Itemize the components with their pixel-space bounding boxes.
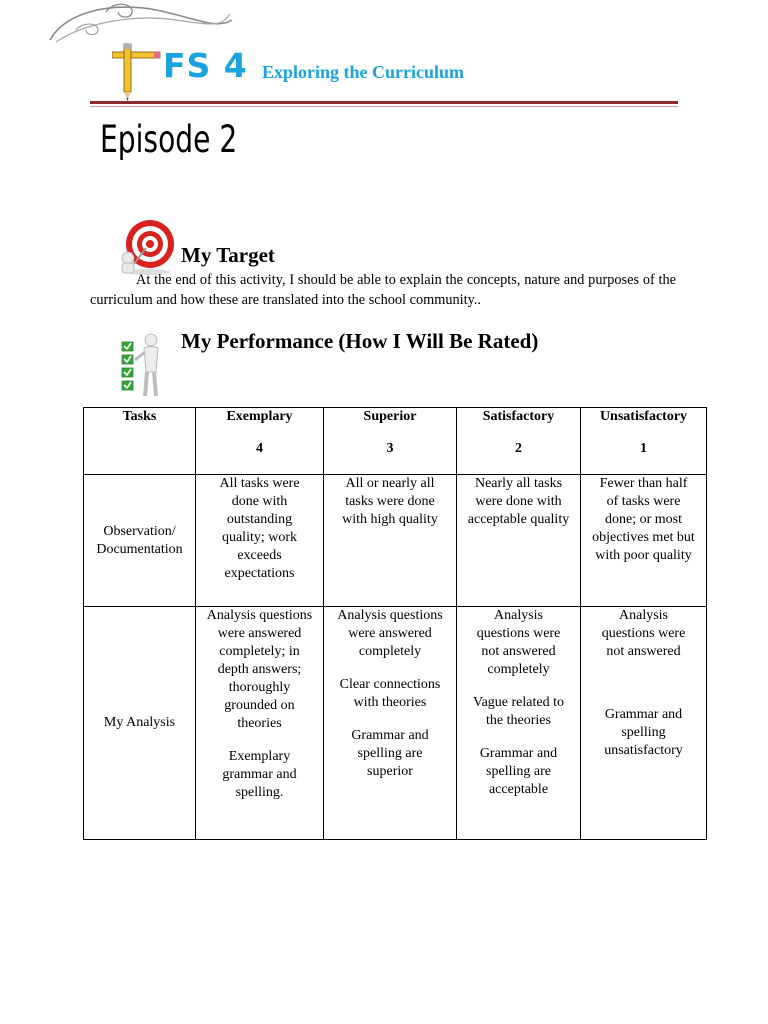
descriptor-line: completely; in: [219, 644, 300, 659]
descriptor-line: with high quality: [342, 512, 438, 527]
rubric-descriptor-cell: [581, 475, 707, 607]
rubric-header-cell: [324, 408, 457, 475]
descriptor-line: Analysis: [494, 608, 543, 623]
rubric-descriptor-cell: [324, 475, 457, 607]
descriptor-line: with theories: [353, 695, 427, 710]
descriptor-line: spelling are: [486, 764, 551, 779]
rubric-descriptor-cell: [457, 607, 581, 840]
descriptor-line: not answered: [481, 644, 556, 659]
rubric-column-label: Satisfactory: [482, 409, 555, 424]
descriptor-line: exceeds: [237, 548, 282, 563]
rubric-table: [83, 407, 707, 840]
descriptor-line: Analysis questions: [337, 608, 443, 623]
rubric-column-label: Tasks: [122, 409, 157, 424]
descriptor-line: thoroughly: [228, 680, 291, 695]
rubric-descriptor-cell: [196, 475, 324, 607]
paragraph-gap: [461, 730, 576, 745]
my-performance-heading: My Performance (How I Will Be Rated): [181, 329, 539, 353]
rubric-header-cell: [196, 408, 324, 475]
descriptor-line: outstanding: [226, 512, 293, 527]
rubric-descriptor-cell: [457, 475, 581, 607]
descriptor-line: Grammar and: [479, 746, 558, 761]
descriptor-line: objectives met but: [592, 530, 695, 545]
descriptor-line: done; or most: [605, 512, 682, 527]
descriptor-line: Clear connections: [339, 677, 441, 692]
descriptor-line: spelling are: [357, 746, 423, 761]
descriptor-line: spelling.: [235, 785, 284, 800]
rubric-descriptor-cell: [581, 607, 707, 840]
descriptor-line: with poor quality: [595, 548, 692, 563]
pencil-cross-icon: [112, 40, 162, 102]
rubric-column-label: Unsatisfactory: [599, 409, 688, 424]
descriptor-line: acceptable: [488, 782, 549, 797]
descriptor-line: done with: [231, 494, 288, 509]
descriptor-line: Analysis: [619, 608, 668, 623]
descriptor-line: of tasks were: [606, 494, 681, 509]
paragraph-gap: [328, 661, 452, 676]
descriptor-line: depth answers;: [217, 662, 302, 677]
my-target-heading: My Target: [181, 243, 275, 267]
rubric-header-cell: [581, 408, 707, 475]
descriptor-line: grounded on: [224, 698, 295, 713]
header-rule: [90, 101, 678, 104]
rubric-criterion-cell: [84, 607, 196, 840]
descriptor-line: the theories: [486, 713, 551, 728]
target-paragraph: At the end of this activity, I should be able to explain the concepts, nature and purposes of the curriculum and how these are translated into the school community..: [90, 272, 676, 308]
rubric-score-value: 1: [640, 441, 647, 456]
header-rule-thin: [90, 106, 678, 107]
descriptor-line: grammar and: [222, 767, 297, 782]
rubric-row: [84, 475, 707, 607]
criterion-line: Documentation: [96, 541, 183, 557]
rubric-header-cell: [457, 408, 581, 475]
rubric-header-row: [84, 408, 707, 475]
paragraph-gap: [200, 733, 319, 748]
rubric-header-cell: [84, 408, 196, 475]
rubric-descriptor-cell: [196, 607, 324, 840]
descriptor-line: were answered: [348, 626, 432, 641]
descriptor-line: expectations: [224, 566, 295, 581]
rubric-descriptor-cell: [324, 607, 457, 840]
rubric-criterion-cell: [84, 475, 196, 607]
episode-title: Episode 2: [100, 118, 238, 161]
paragraph-gap: [461, 679, 576, 694]
course-code: FS 4: [163, 46, 248, 85]
descriptor-line: theories: [237, 716, 282, 731]
descriptor-line: completely: [358, 644, 422, 659]
descriptor-line: Fewer than half: [599, 476, 688, 491]
descriptor-line: tasks were done: [345, 494, 435, 509]
descriptor-line: not answered: [606, 644, 681, 659]
descriptor-line: Grammar and: [351, 728, 429, 743]
rubric-column-label: Exemplary: [226, 409, 293, 424]
criterion-line: My Analysis: [103, 715, 176, 730]
rubric-score-value: 2: [515, 441, 522, 456]
descriptor-line: acceptable quality: [467, 512, 570, 527]
descriptor-line: questions were: [601, 626, 686, 641]
descriptor-line: Vague related to: [473, 695, 564, 710]
criterion-line: Observation/: [103, 523, 176, 539]
descriptor-line: questions were: [476, 626, 561, 641]
descriptor-line: Analysis questions: [206, 608, 313, 623]
rubric-score-value: 4: [256, 441, 263, 456]
paragraph-gap: [585, 691, 702, 706]
rubric-score-value: 3: [386, 441, 394, 456]
checklist-figure-icon: [118, 332, 168, 400]
rubric-row: [84, 607, 707, 840]
descriptor-line: completely: [487, 662, 550, 677]
course-subtitle: Exploring the Curriculum: [262, 62, 465, 82]
descriptor-line: superior: [367, 764, 413, 779]
paragraph-gap: [328, 712, 452, 727]
descriptor-line: were done with: [475, 494, 562, 509]
descriptor-line: spelling: [621, 725, 666, 740]
descriptor-line: Grammar and: [604, 707, 683, 722]
bullseye-target-icon: [114, 218, 176, 276]
descriptor-line: Exemplary: [228, 749, 291, 764]
descriptor-line: Nearly all tasks: [474, 476, 563, 491]
paragraph-gap: [585, 676, 702, 691]
descriptor-line: All tasks were: [219, 476, 300, 491]
paragraph-gap: [585, 661, 702, 676]
descriptor-line: were answered: [217, 626, 302, 641]
descriptor-line: quality; work: [221, 530, 298, 545]
rubric-column-label: Superior: [363, 409, 417, 424]
descriptor-line: All or nearly all: [345, 476, 435, 491]
descriptor-line: unsatisfactory: [604, 743, 683, 758]
